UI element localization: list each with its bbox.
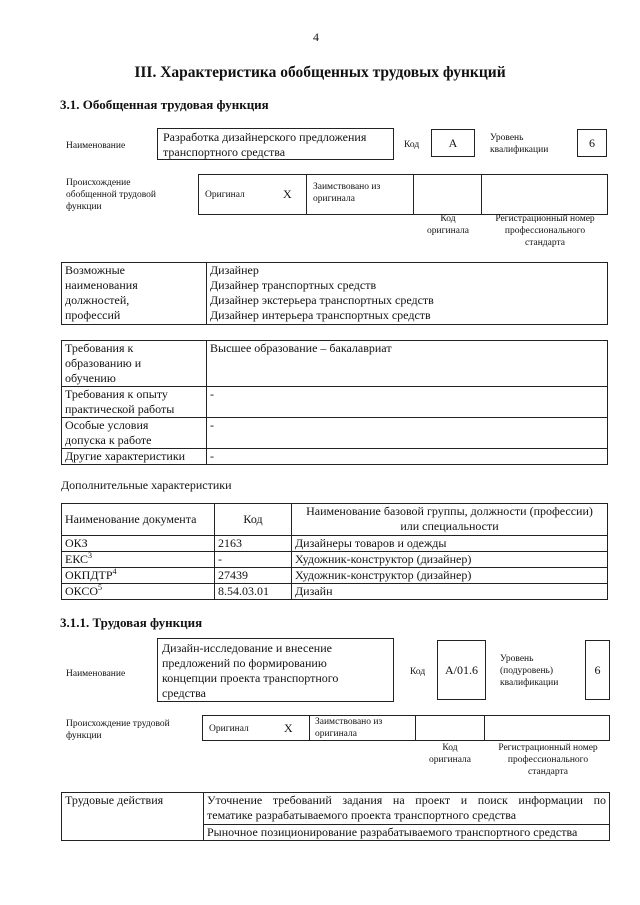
additional-table: Наименование документа Код Наименование базовой группы, должности (профессии) или специальности ОКЗ 2163 Дизайнеры товаров и одежды ЕКС$^3$ - Художник-конструктор (дизайнер) ОКПДТР$^4$ 27439 Художник-конструктор (дизайнер) ОКСО$^5$ 8.54.03.01 Дизайн [61,503,608,600]
gtf-reg-number-caption: Регистрационный номер профессионального стандарта [495,214,595,248]
tf-name-value: Дизайн-исследование и внесение предложений по формированию концепции проекта транспортного средства [157,638,394,702]
tf-original-label: Оригинал [209,724,249,734]
gtf-code-label: Код [404,140,420,150]
tf-code-original-caption: Код оригинала [429,743,471,765]
actions-table [61,792,610,841]
tf-heading: 3.1.1. Трудовая функция [60,615,203,630]
positions-values: Дизайнер Дизайнер транспортных средств Дизайнер экстерьера транспортных средств Дизайнер интерьера транспортных средств [207,263,608,325]
gtf-heading: 3.1. Обобщенная трудовая функция [60,97,269,112]
additional-row: ОКЗ 2163 Дизайнеры товаров и одежды [62,536,608,552]
additional-row: ОКПДТР$^4$ 27439 Художник-конструктор (дизайнер) [62,568,608,584]
tf-code-label: Код [410,667,426,677]
section-title: III. Характеристика обобщенных трудовых функций [134,64,506,81]
positions-table [61,262,608,325]
gtf-origin-label: Происхождение обобщенной трудовой функции [66,178,156,212]
gtf-borrowed-label: Заимствовано из оригинала [313,182,381,204]
requirement-row: Особые условия допуска к работе - [62,418,608,449]
tf-origin-box [202,715,610,741]
tf-code-value: A/01.6 [437,640,486,700]
additional-row: ОКСО$^5$ 8.54.03.01 Дизайн [62,584,608,600]
action-item: Рыночное позиционирование разрабатываемого транспортного средства [204,825,610,841]
gtf-level-value: 6 [577,129,607,157]
page-number: 4 [313,30,319,44]
tf-original-mark: X [284,721,293,735]
gtf-origin-box [198,174,608,215]
gtf-name-label: Наименование [66,141,126,151]
tf-borrowed-label: Заимствовано из оригинала [315,717,383,739]
tf-reg-number-caption: Регистрационный номер профессионального стандарта [498,743,598,777]
action-item: Уточнение требований задания на проект и поиск информации по тематике разрабатываемого проекта транспортного средства [204,793,610,825]
gtf-original-label: Оригинал [205,190,245,200]
gtf-code-original-caption: Код оригинала [427,214,469,236]
requirement-row: Требования к опыту практической работы - [62,387,608,418]
gtf-original-mark: X [283,187,292,201]
gtf-level-label: Уровень квалификации [490,133,549,155]
requirements-table [61,340,608,465]
gtf-name-value: Разработка дизайнерского предложения транспортного средства [157,128,394,160]
requirement-row: Требования к образованию и обучению Высшее образование – бакалавриат [62,341,608,387]
gtf-code-value: A [431,129,475,157]
additional-heading: Дополнительные характеристики [61,478,232,492]
tf-origin-label: Происхождение трудовой функции [66,719,170,741]
tf-level-label: Уровень (подуровень) квалификации [500,654,559,688]
positions-label: Возможные наименования должностей, профессий [62,263,207,325]
tf-name-label: Наименование [66,669,126,679]
requirement-row: Другие характеристики - [62,449,608,465]
tf-level-value: 6 [585,640,610,700]
actions-label: Трудовые действия [62,793,204,841]
additional-row: ЕКС$^3$ - Художник-конструктор (дизайнер) [62,552,608,568]
